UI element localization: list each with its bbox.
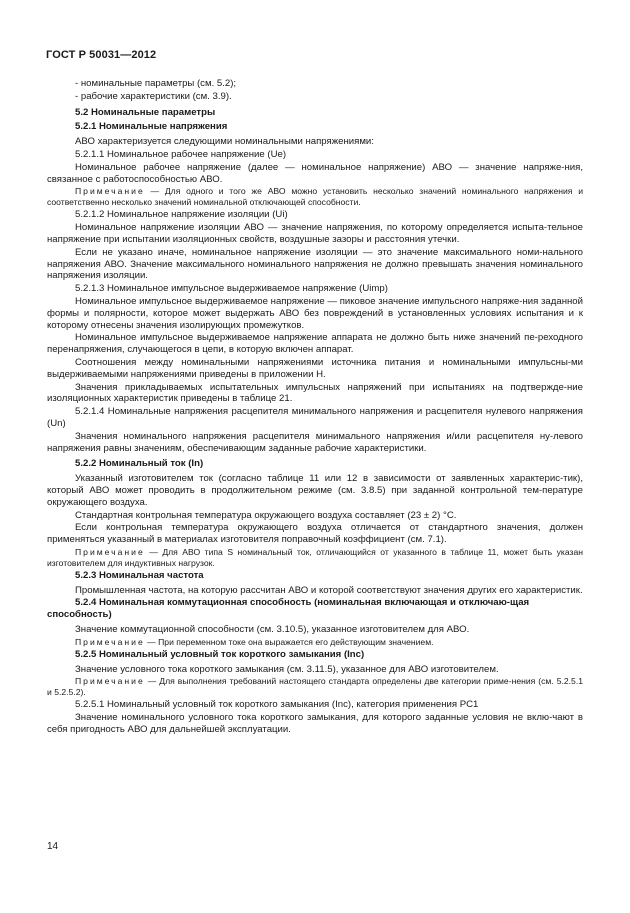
page-number: 14 xyxy=(47,841,59,852)
note-paragraph xyxy=(47,676,583,698)
note-text: — При переменном токе она выражается его действующим значением. xyxy=(144,636,434,647)
paragraph: Номинальное напряжение изоляции АВО — значение напряжения, по которому определяется испыта-тельное напряжение при испытании изоляционных свойств, воздушные зазоры и расстояния утечки. xyxy=(47,222,583,245)
note-label: Примечание xyxy=(75,636,145,647)
paragraph: Промышленная частота, на которую рассчитан АВО и которой соответствуют значения других его характеристик. xyxy=(75,584,583,596)
note-label: Примечание xyxy=(75,186,145,197)
list-item: - номинальные параметры (см. 5.2); xyxy=(75,78,237,89)
paragraph: Значения номинального напряжения расцепителя минимального напряжения и/или расцепителя ну-левого напряжения равны значениям, обеспечивающим заданные рабочие характеристики. xyxy=(47,430,583,454)
note-text: — Для выполнения требований настоящего стандарта определены две категории приме-нения (см. 5.2.5.1 и 5.2.5.2). xyxy=(47,676,583,698)
note-text: — Для одного и того же АВО можно установить несколько значений номинального напряжения и соответственно несколько значений номинальной отключающей способности. xyxy=(47,186,583,208)
document-body xyxy=(47,78,583,737)
note-text: — Для АВО типа S номинальный ток, отличающийся от указанного в таблице 11, может быть указан изготовителем для индуктивных нагрузок. xyxy=(47,546,583,568)
section-heading: 5.2.3 Номинальная частота xyxy=(75,569,204,581)
paragraph: АВО характеризуется следующими номинальными напряжениями: xyxy=(75,136,374,148)
paragraph: Значение номинального условного тока короткого замыкания, для которого заданные условия не вклю-чают в себя пригодность АВО для дальнейшей эксплуатации. xyxy=(47,712,583,736)
note-label: Примечание xyxy=(75,546,145,557)
paragraph: Если контрольная температура окружающего воздуха отличается от стандартного значения, должен применяться указанный в материалах изготовителя поправочный коэффициент (см. 7.1). xyxy=(47,522,583,546)
section-heading: 5.2.1 Номинальные напряжения xyxy=(75,121,228,133)
paragraph: 5.2.5.1 Номинальный условный ток короткого замыкания (Inc), категория применения PC1 xyxy=(75,699,479,711)
paragraph: Значение коммутационной способности (см. 3.10.5), указанное изготовителем для АВО. xyxy=(75,624,470,636)
paragraph: Номинальное рабочее напряжение (далее — номинальное напряжение) АВО — значение напряже-ния, связанное с работоспособностью АВО. xyxy=(47,161,583,185)
paragraph: Значение условного тока короткого замыкания (см. 3.11.5), указанное для АВО изготовителем. xyxy=(75,663,499,675)
paragraph: Номинальное импульсное выдерживаемое напряжение аппарата не должно быть ниже значений пе-реходного перенапряжения, случающегося в цепи, в которую включен аппарат. xyxy=(47,332,583,356)
paragraph: 5.2.1.4 Номинальные напряжения расцепителя минимального напряжения и расцепителя нулевого напряжения (Un) xyxy=(47,406,583,429)
paragraph: Значения прикладываемых испытательных импульсных напряжений при испытаниях на подтвержде-ние изоляционных характеристик приведены в таблице 21. xyxy=(47,381,583,405)
section-heading: 5.2.4 Номинальная коммутационная способность (номинальная включающая и отключаю-щая способность) xyxy=(47,597,530,621)
paragraph: 5.2.1.3 Номинальное импульсное выдерживаемое напряжение (Uimp) xyxy=(75,283,388,295)
paragraph: Номинальное импульсное выдерживаемое напряжение — пиковое значение импульсного напряже-ния заданной формы и полярности, которое может выдержать АВО без повреждений в установленных условиях испытания и к которому отнесены значения изолирующих промежутков. xyxy=(47,295,583,331)
note-paragraph xyxy=(47,547,583,569)
document-header: ГОСТ Р 50031—2012 xyxy=(46,49,157,61)
list-item: - рабочие характеристики (см. 3.9). xyxy=(75,90,232,102)
note-paragraph xyxy=(47,186,583,208)
paragraph: 5.2.1.2 Номинальное напряжение изоляции (Ui) xyxy=(75,209,288,221)
note-label: Примечание xyxy=(75,676,145,687)
section-heading: 5.2.5 Номинальный условный ток короткого замыкания (Inc) xyxy=(75,648,365,660)
paragraph: Стандартная контрольная температура окружающего воздуха составляет (23 ± 2) °С. xyxy=(75,509,457,521)
note-paragraph xyxy=(47,637,583,648)
paragraph: Указанный изготовителем ток (согласно таблице 11 или 12 в зависимости от заявленных характерис-тик), который АВО может проводить в продолжительном режиме (см. 3.8.5) при заданной контрольной тем-пературе окружающего воздуха. xyxy=(47,473,583,508)
paragraph: 5.2.1.1 Номинальное рабочее напряжение (Ue) xyxy=(75,148,287,160)
paragraph: Если не указано иначе, номинальное напряжение изоляции — это значение максимального номи-нального напряжения АВО. Значение максимального номинального напряжения не должно превышать значения номинального напряжения изоляции. xyxy=(47,246,583,282)
paragraph: Соотношения между номинальными напряжениями источника питания и номинальными импульсны-ми выдерживаемыми напряжениями приведены в приложении Н. xyxy=(47,356,583,380)
section-heading: 5.2 Номинальные параметры xyxy=(75,106,216,118)
section-heading: 5.2.2 Номинальный ток (In) xyxy=(75,458,204,470)
